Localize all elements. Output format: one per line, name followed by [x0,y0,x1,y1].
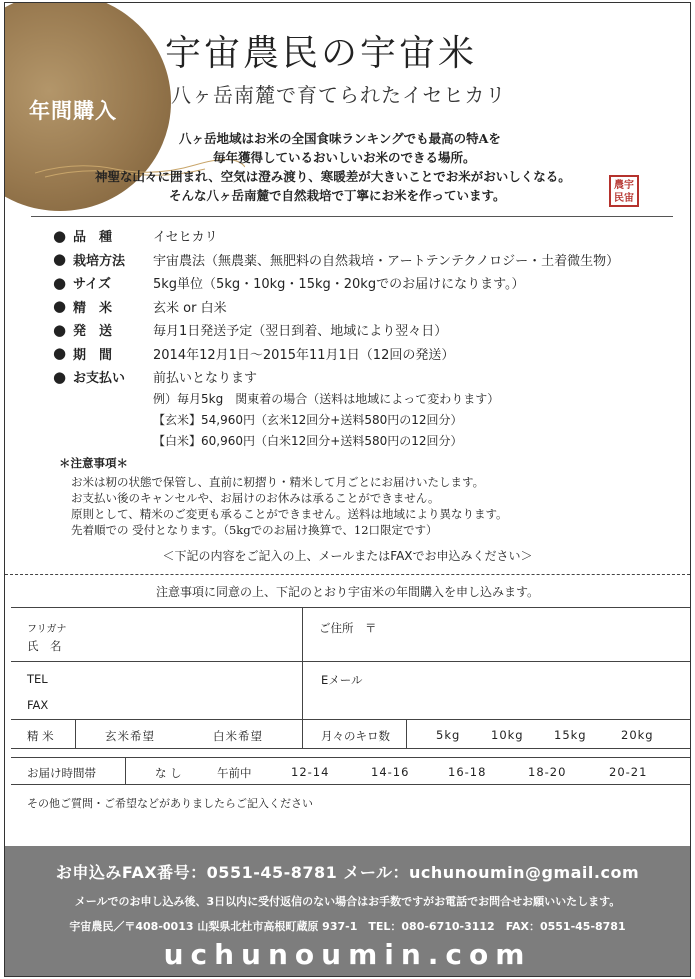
time-option-morning[interactable]: 午前中 [217,766,252,780]
bullet-icon: ● [53,297,67,316]
seal-line: 農宇 [614,180,634,191]
time-option-16-18[interactable]: 16-18 [448,765,487,779]
tel-field[interactable] [71,668,291,688]
spec-value: 宇宙農法（無農薬、無肥料の自然栽培・アートテンテクノロジー・土着微生物） [153,253,620,269]
spec-label: 精 米 [73,300,113,316]
kg-option-5[interactable]: 5kg [436,728,461,742]
note-line: お支払い後のキャンセルや、お届けのお休みは承ることができません。 [71,491,440,505]
kg-option-10[interactable]: 10kg [491,728,524,742]
application-form [11,607,691,845]
footer [5,846,690,977]
other-label: その他ご質問・ご希望などがありましたらご記入ください [27,797,313,810]
footer-address: 宇宙農民／〒408-0013 山梨県北杜市高根町蔵原 937-1 TEL：080-6710-3112 FAX：0551-45-8781 [69,920,626,933]
tel-label: TEL [27,672,48,686]
seal-line: 民宙 [614,193,634,204]
delivery-time-label: お届け時間帯 [27,766,96,780]
address-field[interactable] [391,618,686,658]
divider [302,720,303,748]
bullet-icon: ● [53,250,67,269]
website-url[interactable]: uchunoumin.com [163,938,532,971]
time-option-18-20[interactable]: 18-20 [528,765,567,779]
brown-rice-option[interactable]: 玄米希望 [105,729,155,743]
page-title: 宇宙農民の宇宙米 [165,33,478,74]
form-row-other [11,785,691,845]
spec-row [53,224,619,248]
spec-value: 玄米 or 白米 [153,300,227,316]
bullet-icon: ● [53,367,67,386]
spec-label: 発 送 [73,324,113,340]
notes-title: ＊注意事項＊ [59,456,128,470]
agreement-text: 注意事項に同意の上、下記のとおり宇宙米の年間購入を申し込みます。 [155,585,540,599]
spec-label: 期 間 [73,347,113,363]
payment-example: 【玄米】54,960円（玄米12回分+送料580円の12回分） [153,412,463,427]
form-row-delivery-time [11,757,691,785]
divider [302,662,303,719]
note-line: お米は籾の状態で保管し、直前に籾摺り・精米して月ごとにお届けいたします。 [71,475,485,489]
spec-value: 毎月1日発送予定（翌日到着、地域により翌々日） [153,324,448,340]
spec-value: イセヒカリ [153,230,218,246]
spec-row [53,271,619,295]
bullet-icon: ● [53,344,67,363]
form-row-rice [11,720,691,749]
spec-label: 栽培方法 [73,253,126,269]
intro-text [85,129,645,205]
divider [406,720,407,748]
red-seal-stamp [609,175,639,207]
polish-label: 精 米 [27,729,54,743]
email-field[interactable] [381,668,681,708]
time-option-20-21[interactable]: 20-21 [609,765,648,779]
bullet-icon: ● [53,320,67,339]
bullet-icon: ● [53,226,67,245]
divider [75,720,76,748]
kg-option-15[interactable]: 15kg [554,728,587,742]
spec-row [53,365,619,389]
page-subtitle: 八ヶ岳南麓で育てられたイセヒカリ [171,83,507,107]
time-option-12-14[interactable]: 12-14 [291,765,330,779]
intro-line: 八ヶ岳地域はお米の全国食味ランキングでも最高の特Aを [179,131,501,146]
monthly-kg-label: 月々のキロ数 [321,729,390,743]
fax-field[interactable] [71,694,291,714]
contact-line: お申込みFAX番号：0551-45-8781 メール：uchunoumin@gmail.com [55,863,640,882]
note-line: 先着順での 受付となります。（5kgでのお届け換算で、12口限定です） [71,523,438,537]
address-label: ご住所 〒 [319,621,377,635]
payment-example: 例）毎月5kg 関東着の場合（送料は地域によって変わります） [153,391,500,406]
kg-option-20[interactable]: 20kg [621,728,654,742]
note-line: 原則として、精米のご変更も承ることができません。送料は地域により異なります。 [71,507,508,521]
spec-value: 前払いとなります [153,371,258,387]
email-label: Eメール [321,673,363,687]
time-option-14-16[interactable]: 14-16 [371,765,410,779]
instruction-text: ＜下記の内容をご記入の上、メールまたはFAXでお申込みください＞ [162,549,533,563]
order-form-page [4,2,691,977]
other-field[interactable] [21,811,681,841]
spec-value: 2014年12月1日〜2015年11月1日（12回の発送） [153,347,455,363]
name-label: 氏 名 [27,639,62,653]
footer-note: メールでのお申し込み後、3日以内に受付返信のない場合はお手数ですがお電話でお問合せお願いいたします。 [74,895,621,908]
spec-label: サイズ [73,277,111,293]
name-field[interactable] [81,618,296,658]
divider [31,216,673,217]
spec-row [53,342,619,366]
white-rice-option[interactable]: 白米希望 [213,729,263,743]
form-row-contact [11,662,691,720]
divider [125,758,126,784]
payment-example: 【白米】60,960円（白米12回分+送料580円の12回分） [153,433,463,448]
spec-row [53,248,619,272]
intro-line: 毎年獲得しているおいしいお米のできる場所。 [213,150,476,165]
divider [302,608,303,661]
intro-line: そんな八ヶ岳南麓で自然栽培で丁寧にお米を作っています。 [169,188,506,203]
spec-label: お支払い [73,371,126,387]
time-option-none[interactable]: な し [155,766,182,780]
spec-row [53,295,619,319]
spec-label: 品 種 [73,230,113,246]
fax-label: FAX [27,698,49,712]
spec-value: 5kg単位（5kg・10kg・15kg・20kgでのお届けになります。） [153,277,525,293]
furigana-label: フリガナ [27,624,67,635]
notes-section [59,455,508,538]
annual-purchase-badge: 年間購入 [29,99,117,123]
form-row-name-address [11,608,691,662]
cut-line [5,574,690,575]
bullet-icon: ● [53,273,67,292]
product-specs [53,224,619,452]
intro-line: 神聖な山々に囲まれ、空気は澄み渡り、寒暖差が大きいことでお米がおいしくなる。 [95,169,571,184]
spec-row [53,318,619,342]
